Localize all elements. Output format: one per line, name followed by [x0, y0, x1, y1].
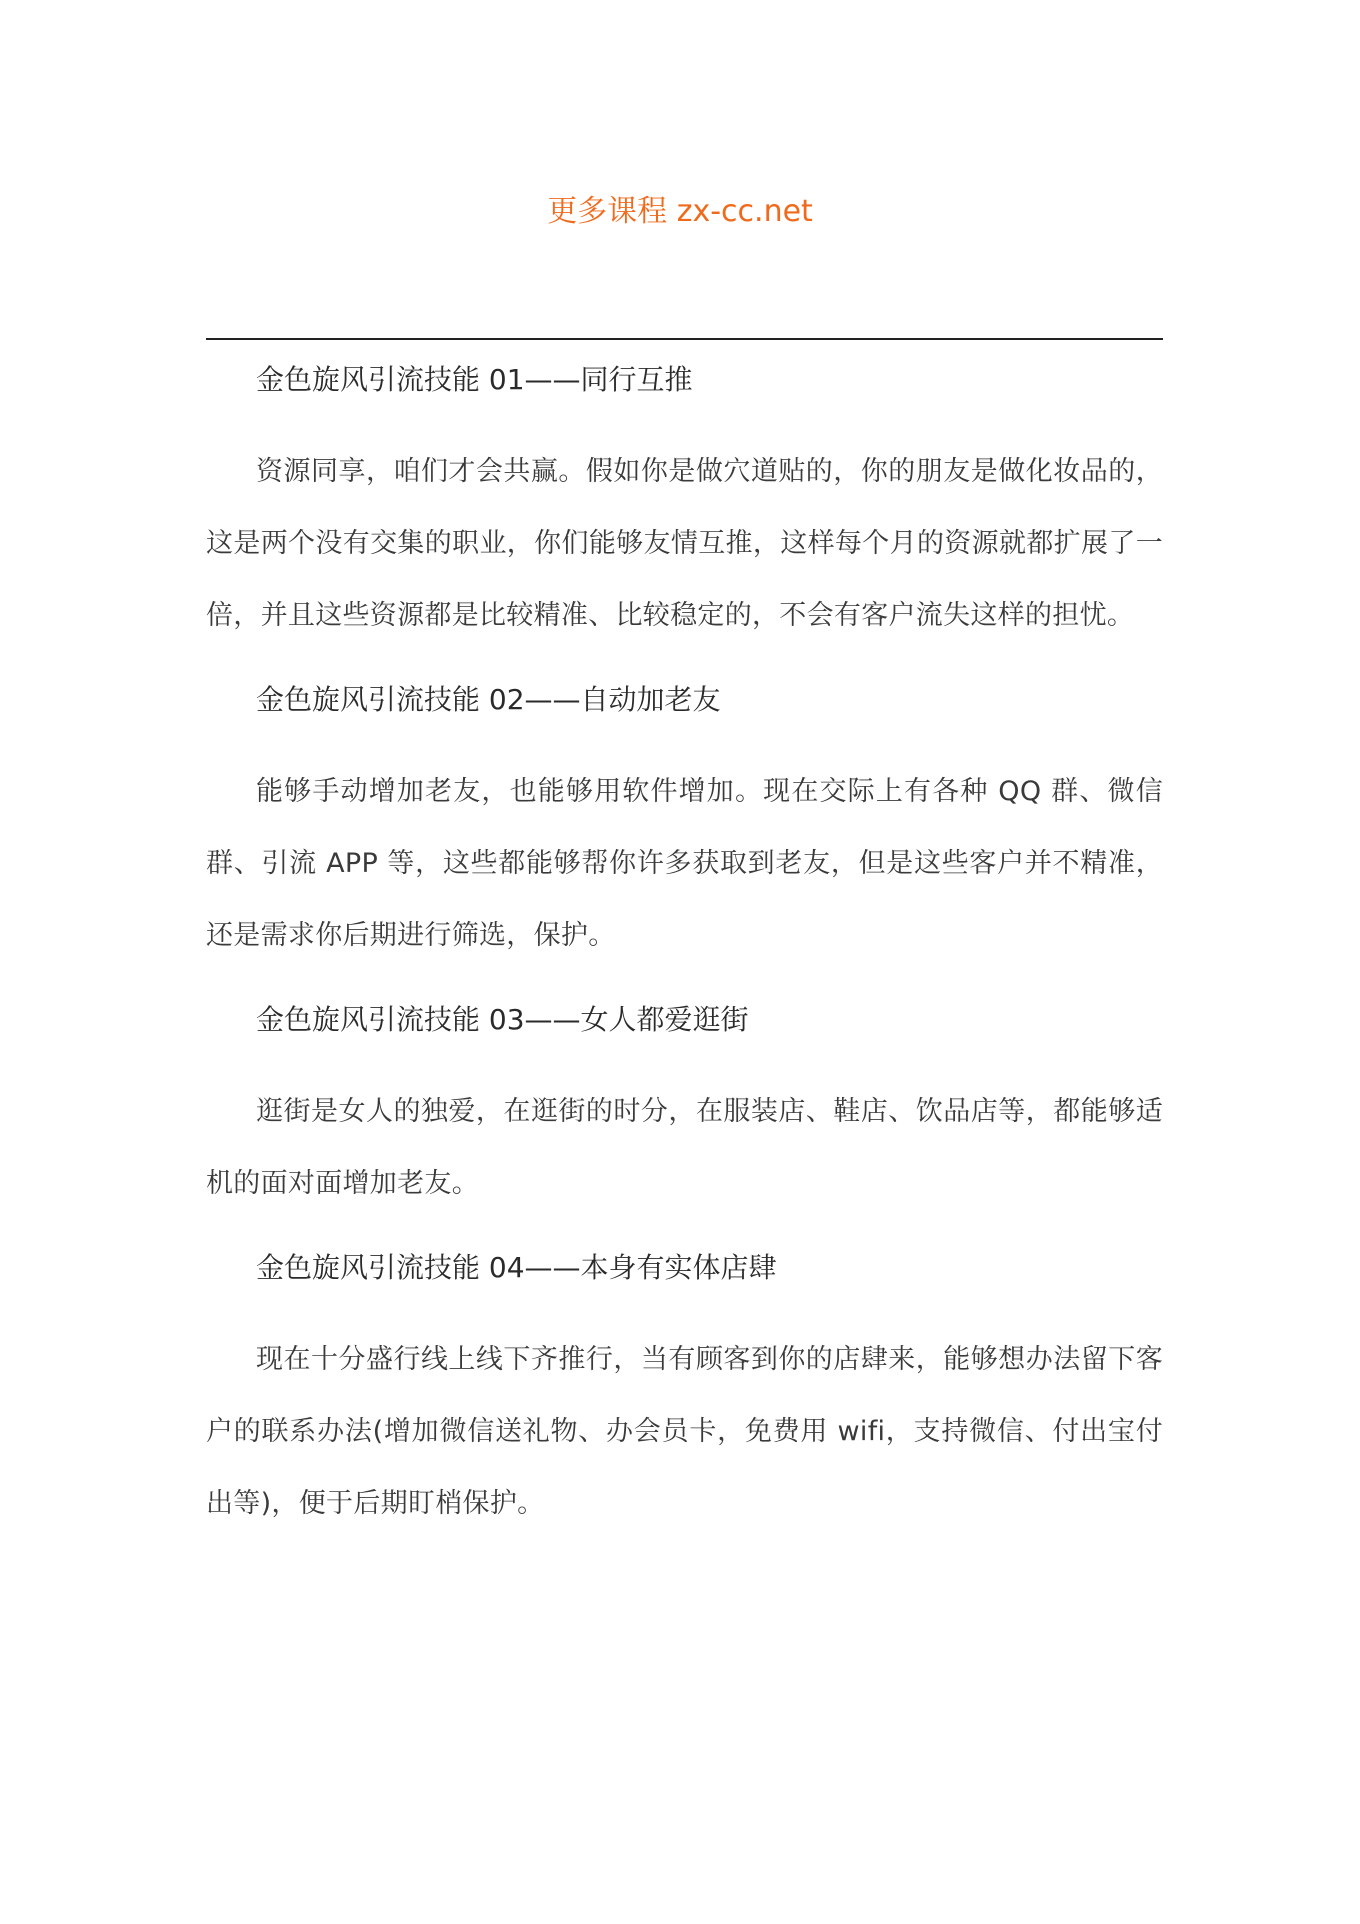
article-body — [206, 352, 1163, 1560]
section-body-2: 能够手动增加老友，也能够用软件增加。现在交际上有各种 QQ 群、微信群、引流 APP 等，这些都能够帮你许多获取到老友，但是这些客户并不精准，还是需求你后期进行筛选，保护。 — [206, 776, 1163, 951]
divider — [206, 338, 1163, 340]
section-body-1: 资源同享，咱们才会共赢。假如你是做穴道贴的，你的朋友是做化妆品的，这是两个没有交集的职业，你们能够友情互推，这样每个月的资源就都扩展了一倍，并且这些资源都是比较精准、比较稳定的，不会有客户流失这样的担忧。 — [206, 456, 1163, 631]
section-title-3: 金色旋风引流技能 03——女人都爱逛街 — [256, 1003, 749, 1036]
section-body-3: 逛街是女人的独爱，在逛街的时分，在服装店、鞋店、饮品店等，都能够适机的面对面增加老友。 — [206, 1096, 1163, 1199]
site-banner: 更多课程 zx-cc.net — [547, 194, 813, 229]
section-title-1: 金色旋风引流技能 01——同行互推 — [256, 363, 693, 396]
section-body-4: 现在十分盛行线上线下齐推行，当有顾客到你的店肆来，能够想办法留下客户的联系办法(增加微信送礼物、办会员卡，免费用 wifi，支持微信、付出宝付出等)，便于后期盯梢保护。 — [206, 1344, 1163, 1519]
section-title-4: 金色旋风引流技能 04——本身有实体店肆 — [256, 1251, 777, 1284]
section-title-2: 金色旋风引流技能 02——自动加老友 — [256, 683, 721, 716]
